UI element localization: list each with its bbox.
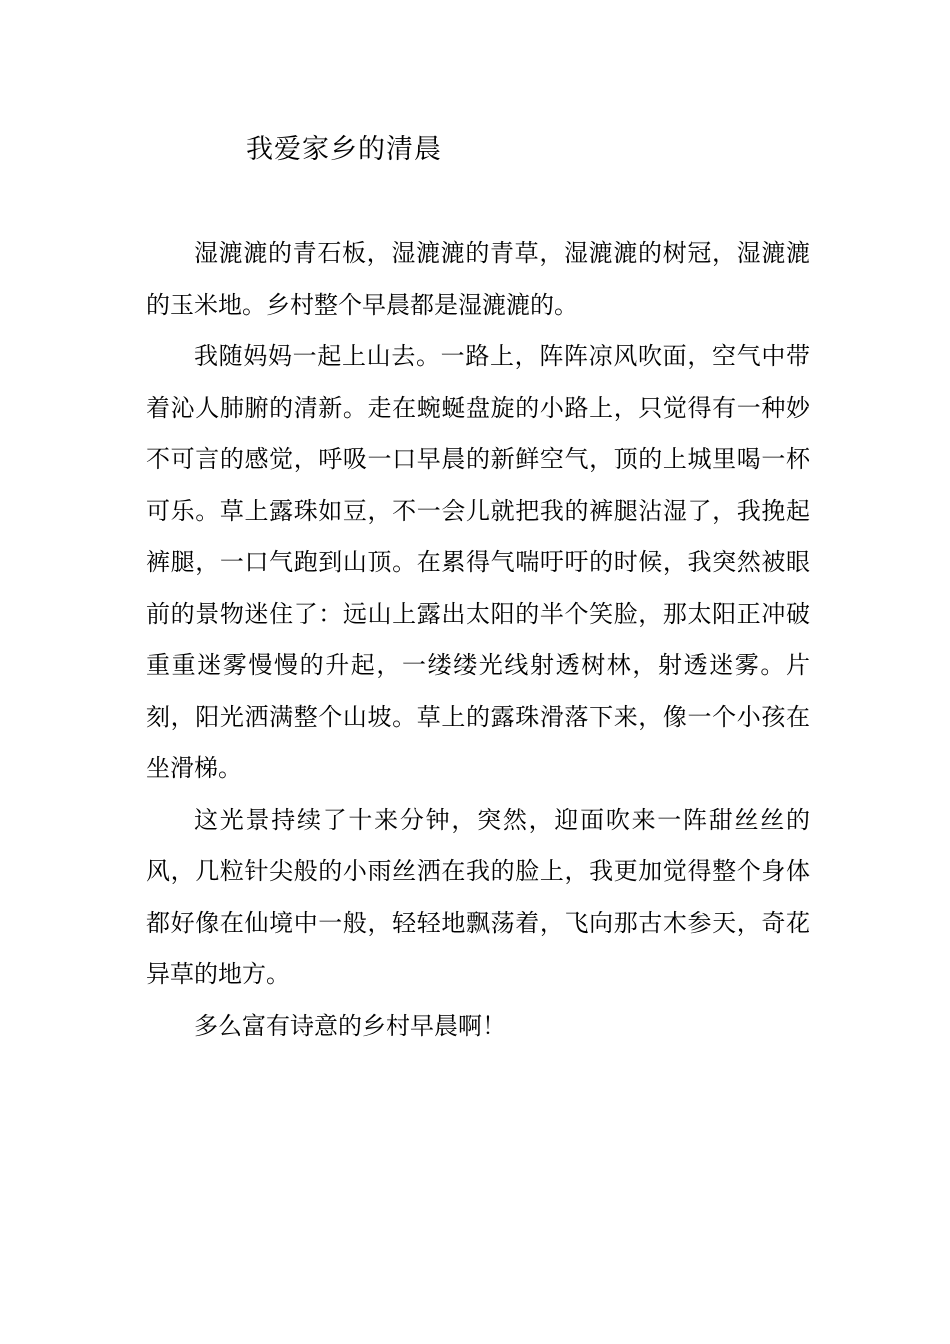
essay-title: 我爱家乡的清晨	[246, 134, 442, 165]
essay-body	[146, 228, 810, 1052]
paragraph-2: 我随妈妈一起上山去。一路上，阵阵凉风吹面，空气中带着沁人肺腑的清新。走在蜿蜒盘旋的小路上，只觉得有一种妙不可言的感觉，呼吸一口早晨的新鲜空气，顶的上城里喝一杯可乐。草上露珠如豆，不一会儿就把我的裤腿沾湿了，我挽起裤腿，一口气跑到山顶。在累得气喘吁吁的时候，我突然被眼前的景物迷住了：远山上露出太阳的半个笑脸，那太阳正冲破重重迷雾慢慢的升起，一缕缕光线射透树林，射透迷雾。片刻，阳光洒满整个山坡。草上的露珠滑落下来，像一个小孩在坐滑梯。	[146, 342, 810, 782]
paragraph-4: 多么富有诗意的乡村早晨啊！	[194, 1011, 506, 1040]
paragraph-3: 这光景持续了十来分钟，突然，迎面吹来一阵甜丝丝的风，几粒针尖般的小雨丝洒在我的脸上，我更加觉得整个身体都好像在仙境中一般，轻轻地飘荡着，飞向那古木参天，奇花异草的地方。	[146, 805, 810, 988]
paragraph-1: 湿漉漉的青石板，湿漉漉的青草，湿漉漉的树冠，湿漉漉的玉米地。乡村整个早晨都是湿漉漉的。	[146, 239, 810, 319]
